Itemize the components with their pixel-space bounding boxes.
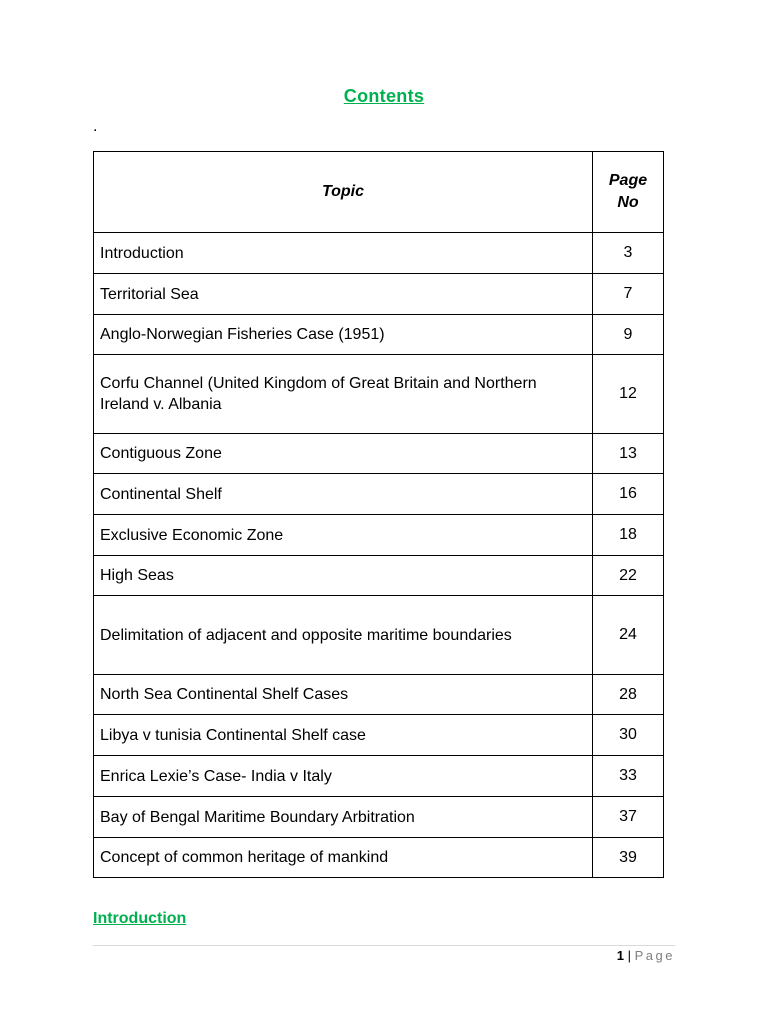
table-row xyxy=(94,355,664,434)
table-row xyxy=(94,838,664,878)
table-row xyxy=(94,556,664,596)
table-row xyxy=(94,515,664,556)
row-topic: Introduction xyxy=(94,233,593,274)
row-topic: Delimitation of adjacent and opposite maritime boundaries xyxy=(94,596,593,675)
table-row xyxy=(94,675,664,715)
table-row xyxy=(94,797,664,838)
row-page-number: 13 xyxy=(593,434,664,474)
table-row xyxy=(94,233,664,274)
row-page-number: 7 xyxy=(593,274,664,315)
row-topic: High Seas xyxy=(94,556,593,596)
table-body xyxy=(94,233,664,878)
row-page-number: 9 xyxy=(593,315,664,355)
row-page-number: 33 xyxy=(593,756,664,797)
header-topic: Topic xyxy=(94,152,593,233)
row-page-number: 3 xyxy=(593,233,664,274)
section-heading-introduction: Introduction xyxy=(93,910,187,927)
footer-divider xyxy=(93,945,675,946)
row-page-number: 22 xyxy=(593,556,664,596)
row-topic: Exclusive Economic Zone xyxy=(94,515,593,556)
footer-page-number: 1 xyxy=(616,948,624,963)
table-header-row xyxy=(94,152,664,233)
row-topic: Territorial Sea xyxy=(94,274,593,315)
row-page-number: 30 xyxy=(593,715,664,756)
footer-page-word: Page xyxy=(634,948,675,963)
row-topic: Concept of common heritage of mankind xyxy=(94,838,593,878)
row-topic: North Sea Continental Shelf Cases xyxy=(94,675,593,715)
row-page-number: 28 xyxy=(593,675,664,715)
row-topic: Anglo-Norwegian Fisheries Case (1951) xyxy=(94,315,593,355)
table-row xyxy=(94,756,664,797)
row-page-number: 16 xyxy=(593,474,664,515)
table-row xyxy=(94,434,664,474)
table-row xyxy=(94,474,664,515)
footer-separator: | xyxy=(627,948,631,963)
row-page-number: 18 xyxy=(593,515,664,556)
row-page-number: 12 xyxy=(593,355,664,434)
page-footer xyxy=(617,948,675,963)
page-title: Contents xyxy=(343,86,425,106)
table-row xyxy=(94,315,664,355)
row-topic: Contiguous Zone xyxy=(94,434,593,474)
row-page-number: 37 xyxy=(593,797,664,838)
row-page-number: 39 xyxy=(593,838,664,878)
contents-table xyxy=(93,151,664,878)
row-topic: Continental Shelf xyxy=(94,474,593,515)
row-page-number: 24 xyxy=(593,596,664,675)
table-row xyxy=(94,715,664,756)
row-topic: Corfu Channel (United Kingdom of Great Britain and Northern Ireland v. Albania xyxy=(94,355,593,434)
header-page-no: Page No xyxy=(593,152,664,233)
row-topic: Bay of Bengal Maritime Boundary Arbitration xyxy=(94,797,593,838)
table-row xyxy=(94,274,664,315)
stray-dot: . xyxy=(93,118,98,135)
table-row xyxy=(94,596,664,675)
row-topic: Libya v tunisia Continental Shelf case xyxy=(94,715,593,756)
row-topic: Enrica Lexie’s Case- India v Italy xyxy=(94,756,593,797)
